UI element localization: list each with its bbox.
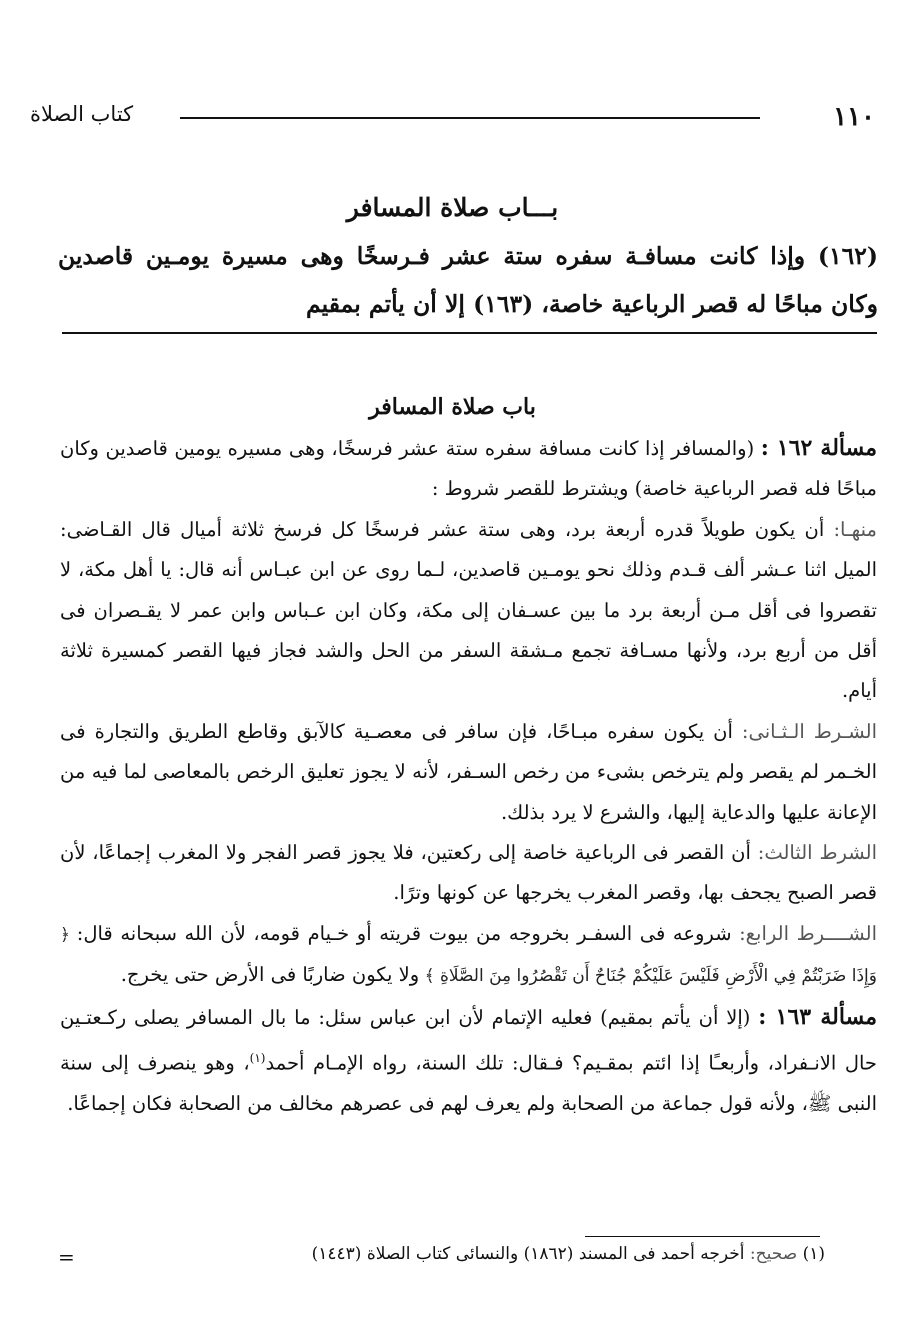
footnote-separator-rule bbox=[585, 1236, 820, 1237]
paragraph-text: أن القصر فى الرباعية خاصة إلى ركعتين، فلا يجوز قصر الفجر ولا المغرب إجماعًا، لأن قصر الصبح يجحف بها، وقصر المغرب يخرجها عن كونها وترًا. bbox=[60, 841, 877, 905]
sharh-chapter-title: باب صلاة المسافر bbox=[369, 394, 536, 420]
footnote-text: أخرجه أحمد فى المسند (١٨٦٢) والنسائى كتاب الصلاة (١٤٤٣) bbox=[311, 1244, 745, 1264]
header-rule bbox=[180, 117, 760, 119]
paragraph-text: (والمسافر إذا كانت مسافة سفره ستة عشر فرسخًا، وهى مسيره يومين قاصدين وكان مباحًا فله قصر الرباعية خاصة) ويشترط للقصر شروط : bbox=[60, 437, 877, 501]
footnote-number: (١) bbox=[802, 1244, 825, 1264]
paragraph-masala-162 bbox=[60, 428, 877, 510]
matn-separator-rule bbox=[62, 332, 877, 334]
paragraph-text-continued: ولا يكون ضاربًا فى الأرض حتى يخرج. bbox=[120, 963, 420, 987]
condition-label: الشرط الثالث: bbox=[757, 841, 877, 865]
condition-label: منهـا: bbox=[833, 517, 877, 541]
page-header bbox=[30, 100, 875, 136]
continuation-mark: = bbox=[58, 1245, 75, 1269]
paragraph-text-continued: ، وهو ينصرف إلى سنة النبى ﷺ، ولأنه قول جماعة من الصحابة ولم يعرف لهم فى عصرهم مخالف من الصحابة فكان إجماعًا. bbox=[60, 1051, 877, 1115]
paragraph-condition-4 bbox=[60, 914, 877, 997]
paragraph-condition-2 bbox=[60, 712, 877, 833]
condition-label: الشـرط الـثـانى: bbox=[741, 719, 877, 743]
paragraph-condition-3 bbox=[60, 833, 877, 914]
masala-label: مسألة ١٦٣ : bbox=[758, 1003, 877, 1030]
condition-label: الشــــرط الرابع: bbox=[739, 921, 877, 945]
paragraph-text: (إلا أن يأتم بمقيم) فعليه الإتمام لأن ابن عباس سئل: ما بال المسافر يصلى ركـعتـين حال الانـفراد، وأربعـًا إذا ائتم بمقـيم؟ فـقال: تلك السنة، رواه الإمـام أحمد bbox=[60, 1005, 877, 1075]
footnote-reference[interactable]: (١) bbox=[249, 1051, 266, 1066]
paragraph-masala-163 bbox=[60, 997, 877, 1125]
footnote-label: صحيح: bbox=[749, 1244, 798, 1264]
paragraph-text: شروعه فى السفـر بخروجه من بيوت قريته أو خـيام قومه، لأن الله سبحانه قال: bbox=[76, 921, 740, 945]
masala-label: مسألة ١٦٢ : bbox=[760, 435, 878, 461]
matn-chapter-title: بـــاب صلاة المسافر bbox=[346, 193, 559, 222]
footnote bbox=[230, 1244, 825, 1264]
matn-text: (١٦٢) وإذا كانت مسافـة سفره ستة عشر فـرسخًا وهى مسيرة يومـين قاصدين وكان مباحًا له قصر الرباعية خاصة، (١٦٣) إلا أن يأتم بمقيم bbox=[58, 242, 878, 318]
quran-verse: ﴿ وَإِذَا ضَرَبْتُمْ فِي الْأَرْضِ فَلَيْسَ عَلَيْكُمْ جُنَاحٌ أَن تَقْصُرُوا مِنَ الصَّلَاةِ ﴾ bbox=[60, 924, 877, 987]
sharh-body bbox=[60, 428, 877, 1124]
paragraph-condition-1 bbox=[60, 510, 877, 712]
paragraph-text: أن يكون سفره مبـاحًا، فإن سافر فى معصـية كالآبق وقاطع الطريق والتجارة فى الخـمر لم يقصر ولم يترخص بشىء من رخص السـفر، لأنه لا يجوز تعليق الرخص بالمعاصى لما فيه من الإعانة عليها والدعاية إليها، والشرع لا يرد بذلك. bbox=[60, 719, 877, 824]
paragraph-text: أن يكون طويلاً قدره أربعة برد، وهى ستة عشر فرسخًا كل فرسخ ثلاثة أميال قال القـاضى: الميل اثنا عـشر ألف قـدم وذلك نحو يومـين قاصدين، لـما روى عن ابن عبـاس أنه قال: يا أهل مكة، لا تقصروا فى أقل مـن أربعة برد ما بين عسـفان إلى مكة، وكان ابن عـباس وابن عمر لا يقـصران فى أقل من أربع برد، ولأنها مسـافة تجمع مـشقة السفر من الحل والشد فجاز فيها القصر كمسيرة ثلاثة أيام. bbox=[60, 517, 877, 703]
page-number: ١١٠ bbox=[833, 102, 875, 132]
running-section-title: كتاب الصلاة bbox=[30, 102, 134, 126]
